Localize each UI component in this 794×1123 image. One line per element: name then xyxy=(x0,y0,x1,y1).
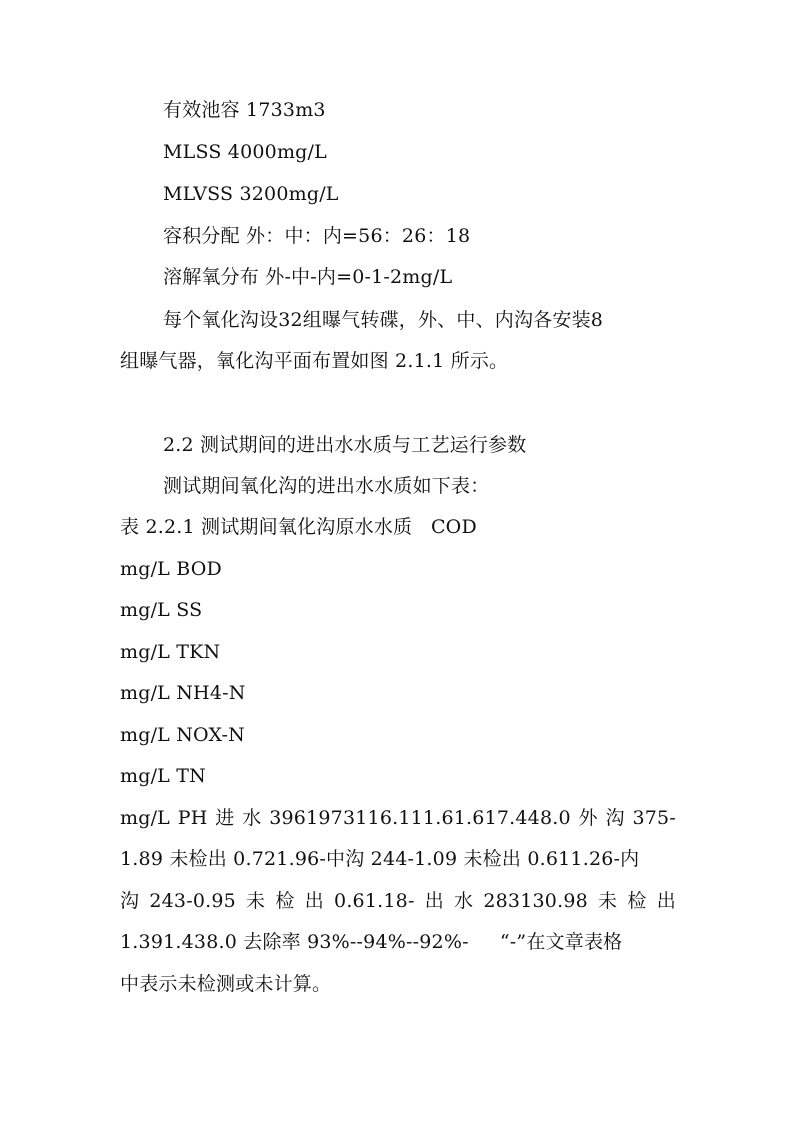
final-paragraph-line-1 xyxy=(120,806,676,830)
param-mlvss: MLVSS 3200mg/L xyxy=(163,183,339,205)
param-dissolved-oxygen: 溶解氧分布 外-中-内=0-1-2mg/L xyxy=(163,266,453,288)
word: 0.61.18- xyxy=(334,890,415,912)
final-paragraph-line-5: 中表示未检测或未计算。 xyxy=(120,973,332,995)
word: mg/L xyxy=(120,807,170,829)
word: 出 xyxy=(656,890,676,912)
word: 243-0.95 xyxy=(149,890,236,912)
word: 水 xyxy=(242,807,262,829)
table-line: mg/L TKN xyxy=(120,641,221,663)
table-line: mg/L BOD xyxy=(120,558,222,580)
word: 沟 xyxy=(605,807,625,829)
word: 出 xyxy=(304,890,324,912)
word: 283130.98 xyxy=(483,890,588,912)
word: 出 xyxy=(424,890,444,912)
word: 3961973116.111.61.617.448.0 xyxy=(269,807,571,829)
final-paragraph-line-3 xyxy=(120,889,676,913)
section-heading: 2.2 测试期间的进出水水质与工艺运行参数 xyxy=(163,434,527,456)
word: 未 xyxy=(246,890,266,912)
word: 外 xyxy=(578,807,598,829)
table-line: mg/L NH4-N xyxy=(120,682,246,704)
final-paragraph-line-4: 1.391.438.0 去除率 93%--94%--92%- “-”在文章表格 xyxy=(120,931,623,953)
param-volume-distribution: 容积分配 外：中：内=56：26：18 xyxy=(163,225,471,247)
aeration-paragraph-line-2: 组曝气器，氧化沟平面布置如图 2.1.1 所示。 xyxy=(120,350,509,372)
word: 检 xyxy=(627,890,647,912)
word: 沟 xyxy=(120,890,140,912)
word: 进 xyxy=(215,807,235,829)
final-paragraph-line-2: 1.89 未检出 0.721.96-中沟 244-1.09 未检出 0.611.26-内 xyxy=(120,848,640,870)
word: 检 xyxy=(275,890,295,912)
table-line: mg/L SS xyxy=(120,599,203,621)
intro-text: 测试期间氧化沟的进出水水质如下表： xyxy=(163,475,490,497)
word: 375- xyxy=(632,807,676,829)
param-mlss: MLSS 4000mg/L xyxy=(163,141,327,163)
word: PH xyxy=(177,807,208,829)
table-line: mg/L TN xyxy=(120,765,206,787)
word: 未 xyxy=(598,890,618,912)
table-line: mg/L NOX-N xyxy=(120,724,245,746)
table-caption: 表 2.2.1 测试期间氧化沟原水水质 COD xyxy=(120,516,477,538)
param-tank-volume: 有效池容 1733m3 xyxy=(163,99,326,121)
aeration-paragraph-line-1: 每个氧化沟设32组曝气转碟，外、中、内沟各安装8 xyxy=(163,309,604,331)
word: 水 xyxy=(454,890,474,912)
